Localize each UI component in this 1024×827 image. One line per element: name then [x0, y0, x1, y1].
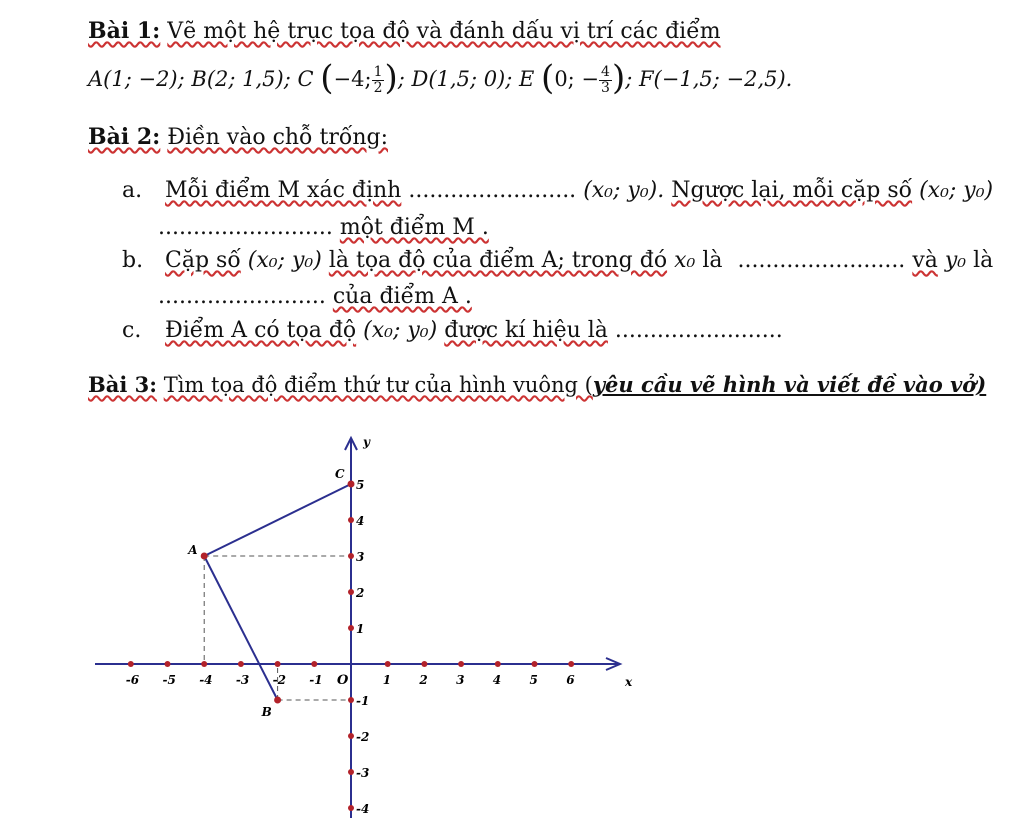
bai2-b-pair: (x₀; y₀) — [247, 248, 322, 273]
x-tick-dot — [275, 661, 281, 667]
x-tick-dot — [568, 661, 574, 667]
bai2-b-text2: là tọa độ của điểm A; trong đó — [328, 248, 668, 273]
point-label-B: B — [261, 705, 272, 719]
bai2-a-end: một điểm M . — [339, 215, 489, 240]
y-tick-dot — [348, 733, 354, 739]
bai2-b-blank1[interactable]: ........................ — [737, 248, 906, 273]
bai2-b-x0: x₀ — [674, 248, 696, 273]
x-tick-dot — [458, 661, 464, 667]
segment-CA — [204, 484, 351, 556]
y-tick-label: 5 — [356, 478, 365, 492]
bai2-a-blank2[interactable]: ......................... — [158, 215, 333, 240]
y-tick-dot — [348, 517, 354, 523]
bai2-a-label: a. — [122, 178, 143, 203]
point-E-label: E (0; − $\frac{4}{3}$ ); — [519, 58, 633, 98]
bai2-a-text1: Mỗi điểm M xác định — [165, 178, 402, 203]
y-tick-label: 3 — [356, 550, 365, 564]
point-B — [274, 697, 281, 704]
bai1-text: Vẽ một hệ trục tọa độ và đánh dấu vị trí các điểm — [167, 19, 721, 44]
bai2-heading: Bài 2: — [88, 124, 161, 150]
x-tick-dot — [238, 661, 244, 667]
x-tick-label: -1 — [309, 673, 323, 687]
x-tick-label: -2 — [272, 673, 286, 687]
y-tick-label: 1 — [356, 622, 365, 636]
point-C-label: C (−4; $\frac{1}{2}$ ); — [297, 58, 405, 98]
bai2-a-blank1[interactable]: ........................ — [408, 178, 577, 203]
point-label-C: C — [335, 467, 345, 481]
bai2-b-end: của điểm A . — [332, 284, 472, 309]
point-C — [348, 481, 355, 488]
point-F-label: F(−1,5; −2,5). — [638, 67, 793, 91]
x-tick-label: -5 — [162, 673, 176, 687]
x-tick-label: 6 — [566, 673, 575, 687]
bai2-b-and: và — [912, 248, 938, 273]
y-tick-dot — [348, 625, 354, 631]
y-tick-dot — [348, 805, 354, 811]
x-tick-label: 4 — [492, 673, 502, 687]
bai2-c-label: c. — [122, 318, 142, 343]
bai2-c-pair: (x₀; y₀) — [363, 318, 438, 343]
bai2-b-la: là — [702, 248, 723, 273]
x-tick-dot — [532, 661, 538, 667]
x-tick-dot — [495, 661, 501, 667]
bai3-heading: Bài 3: — [88, 372, 158, 397]
y-tick-label: 4 — [356, 514, 365, 528]
x-tick-dot — [165, 661, 171, 667]
x-tick-dot — [201, 661, 207, 667]
bai2-a-pair2: (x₀; y₀) — [919, 178, 994, 203]
bai2-b-y0: y₀ — [944, 248, 967, 273]
x-tick-dot — [128, 661, 134, 667]
x-tick-label: -3 — [235, 673, 250, 687]
point-B-label: B(2; 1,5); — [191, 67, 291, 91]
bai1-heading: Bài 1: — [88, 18, 161, 44]
bai2-b-la2: là — [973, 248, 994, 273]
x-tick-label: 3 — [456, 673, 465, 687]
y-tick-dot — [348, 553, 354, 559]
point-D-label: D(1,5; 0); — [411, 67, 513, 91]
bai2-b-label: b. — [122, 248, 144, 273]
x-tick-label: 5 — [529, 673, 538, 687]
y-tick-dot — [348, 589, 354, 595]
bai3-emph: yêu cầu vẽ hình và viết đề vào vở) — [592, 372, 987, 397]
x-tick-dot — [311, 661, 317, 667]
bai2-c-blank[interactable]: ........................ — [614, 318, 783, 343]
origin-label: O — [337, 673, 349, 688]
bai2-a-pair: (x₀; y₀). — [583, 178, 665, 203]
y-axis-label: y — [363, 435, 370, 449]
bai3-text: Tìm tọa độ điểm thứ tư của hình vuông ( — [163, 373, 593, 397]
point-A-label: A(1; −2); — [88, 67, 185, 91]
bai2-a-text2: Ngược lại, mỗi cặp số — [671, 178, 913, 203]
x-tick-label: 1 — [382, 673, 392, 687]
point-A — [201, 553, 208, 560]
x-axis-label: x — [625, 675, 633, 689]
segments — [204, 484, 351, 700]
x-tick-label: -4 — [199, 673, 213, 687]
bai2-c-text2: được kí hiệu là — [444, 318, 608, 343]
y-tick-label: 2 — [356, 586, 365, 600]
x-tick-dot — [385, 661, 391, 667]
y-tick-label: -2 — [356, 730, 370, 744]
x-tick-dot — [421, 661, 427, 667]
x-tick-label: -6 — [125, 673, 140, 687]
point-label-A: A — [188, 543, 198, 557]
y-tick-dot — [348, 769, 354, 775]
bai2-b-text1: Cặp số — [165, 248, 241, 273]
x-tick-label: 2 — [419, 673, 428, 687]
y-tick-label: -4 — [356, 802, 370, 816]
bai2-text: Điền vào chỗ trống: — [167, 125, 388, 150]
y-tick-dot — [348, 697, 354, 703]
bai2-b-blank2[interactable]: ........................ — [158, 284, 326, 309]
bai2-c-text1: Điểm A có tọa độ — [165, 318, 357, 343]
y-tick-label: -3 — [356, 766, 370, 780]
y-tick-label: -1 — [356, 694, 370, 708]
